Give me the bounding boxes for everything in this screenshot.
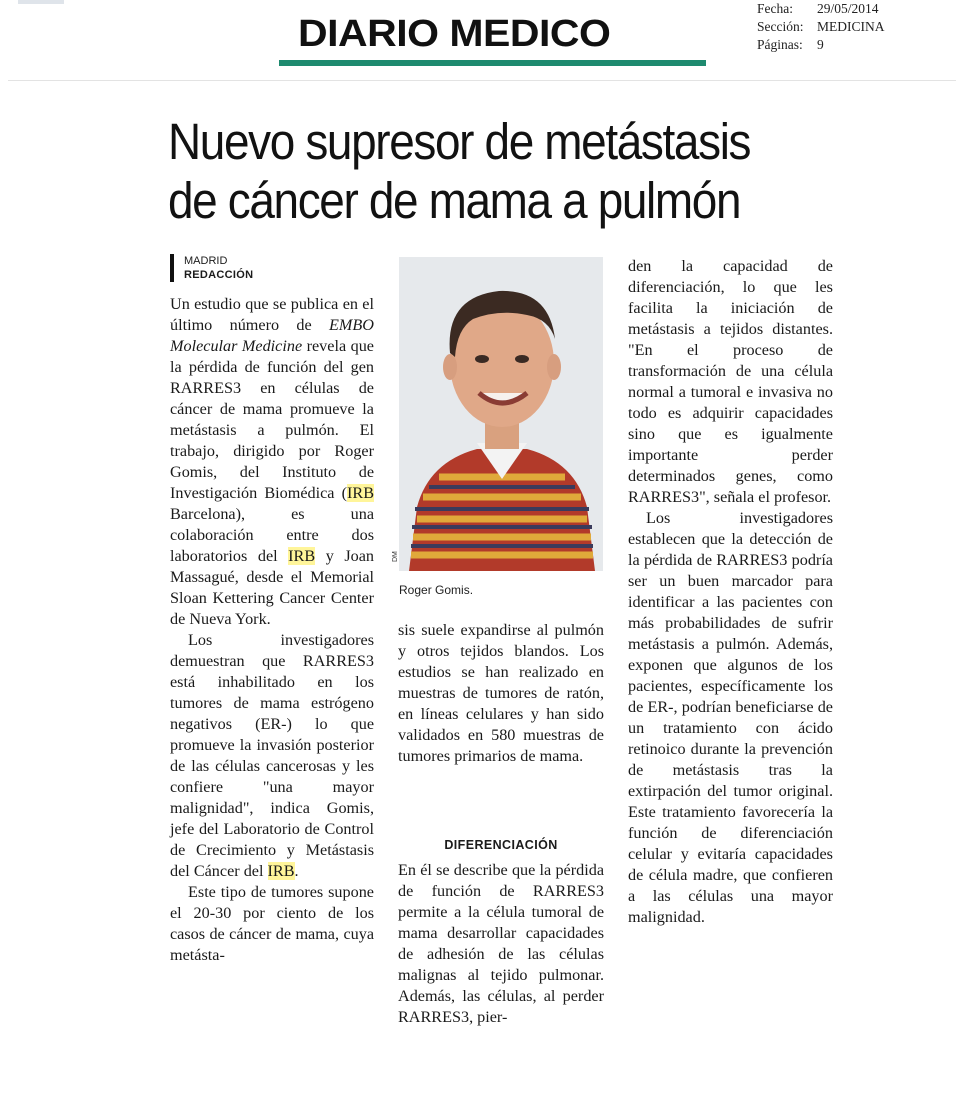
column-2-bottom <box>398 860 604 1028</box>
text-run: Un estudio que se publica en el último número de <box>170 295 374 334</box>
top-strip <box>18 0 64 4</box>
column-1 <box>170 294 374 966</box>
portrait-illustration <box>399 257 603 571</box>
column-3 <box>628 256 833 928</box>
meta-fecha <box>757 0 885 18</box>
photo-caption: Roger Gomis. <box>399 583 474 597</box>
paragraph <box>170 630 374 882</box>
text-run: revela que la pérdida de función del gen RARRES3 en células de cáncer de mama promueve la metástasis a pulmón. El trabajo, dirigido por Roger Gomis, del Instituto de Investigación Biomédica ( <box>170 337 374 502</box>
paragraph: Este tipo de tumores supone el 20-30 por ciento de los casos de cáncer de mama, cuya metásta- <box>170 883 374 964</box>
meta-paginas-value: 9 <box>817 37 824 52</box>
meta-fecha-value: 29/05/2014 <box>817 1 879 16</box>
journal-name: EMBO Molecular Medicine <box>170 316 374 355</box>
paragraph <box>170 294 374 630</box>
byline-author: REDACCIÓN <box>184 269 254 281</box>
article-headline <box>168 112 798 230</box>
section-subhead: DIFERENCIACIÓN <box>444 838 558 852</box>
byline <box>170 254 253 282</box>
column-2-top <box>398 620 604 767</box>
masthead-logo: DIARIO MEDICO <box>298 12 611 55</box>
clipping-meta <box>757 0 885 54</box>
highlight-irb: IRB <box>267 862 295 880</box>
highlight-irb: IRB <box>288 547 316 565</box>
photo-credit: DM <box>392 551 399 562</box>
meta-paginas <box>757 36 885 54</box>
text-run: . <box>294 862 299 880</box>
paragraph: sis suele expandirse al pulmón y otros tejidos blandos. Los estudios se han realizado en muestras de tumores de ratón, en líneas celulares y han sido validados en 580 muestras de tumores primarios de mama. <box>398 621 604 765</box>
meta-seccion-value: MEDICINA <box>817 19 885 34</box>
headline-line-2: de cáncer de mama a pulmón <box>168 172 741 229</box>
meta-paginas-label: Páginas: <box>757 37 803 52</box>
byline-place: MADRID <box>184 255 228 267</box>
author-photo <box>399 257 603 571</box>
text-run: Barcelona), es una colaboración entre dos laboratorios del <box>170 505 374 565</box>
header-divider <box>8 80 956 81</box>
highlight-irb: IRB <box>347 484 374 502</box>
text-run: y Joan Massagué, desde el Memorial Sloan Kettering Cancer Center de Nueva York. <box>170 547 375 628</box>
paragraph: den la capacidad de diferenciación, lo que les facilita la iniciación de metástasis a tejidos distantes. "En el proceso de transformación de una célula normal a tumoral e invasiva no todo es adquirir capacidades sino que es igualmente importante perder determinados genes, como RARRES3", señala el profesor. <box>628 257 833 506</box>
meta-seccion <box>757 18 885 36</box>
headline-line-1: Nuevo supresor de metástasis <box>168 113 751 170</box>
meta-seccion-label: Sección: <box>757 19 804 34</box>
meta-fecha-label: Fecha: <box>757 1 793 16</box>
masthead-rule <box>279 60 706 66</box>
text-run: Los investigadores demuestran que RARRES3 está inhabilitado en los tumores de mama estrógeno negativos (ER-) lo que promueve la invasión posterior de las células cancerosas y les confiere "una mayor malignidad", indica Gomis, jefe del Laboratorio de Control de Crecimiento y Metástasis del Cáncer del <box>170 631 374 880</box>
paragraph: En él se describe que la pérdida de función de RARRES3 permite a la célula tumoral de mama desarrollar capacidades de adhesión de las células malignas al tejido pulmonar. Además, las células, al perder RARRES3, pier- <box>398 861 604 1026</box>
paragraph: Los investigadores establecen que la detección de la pérdida de RARRES3 podría ser un buen marcador para identificar a las pacientes con más probabilidades de sufrir metástasis a pulmón. Además, exponen que algunos de los pacientes, específicamente los de ER-, podrían beneficiarse de un tratamiento con ácido retinoico durante la prevención de metástasis tras la extirpación del tumor original. Este tratamiento favorecería la función de diferenciación celular y evitaría capacidades de célula madre, que confieren a las células una mayor malignidad. <box>628 509 833 926</box>
